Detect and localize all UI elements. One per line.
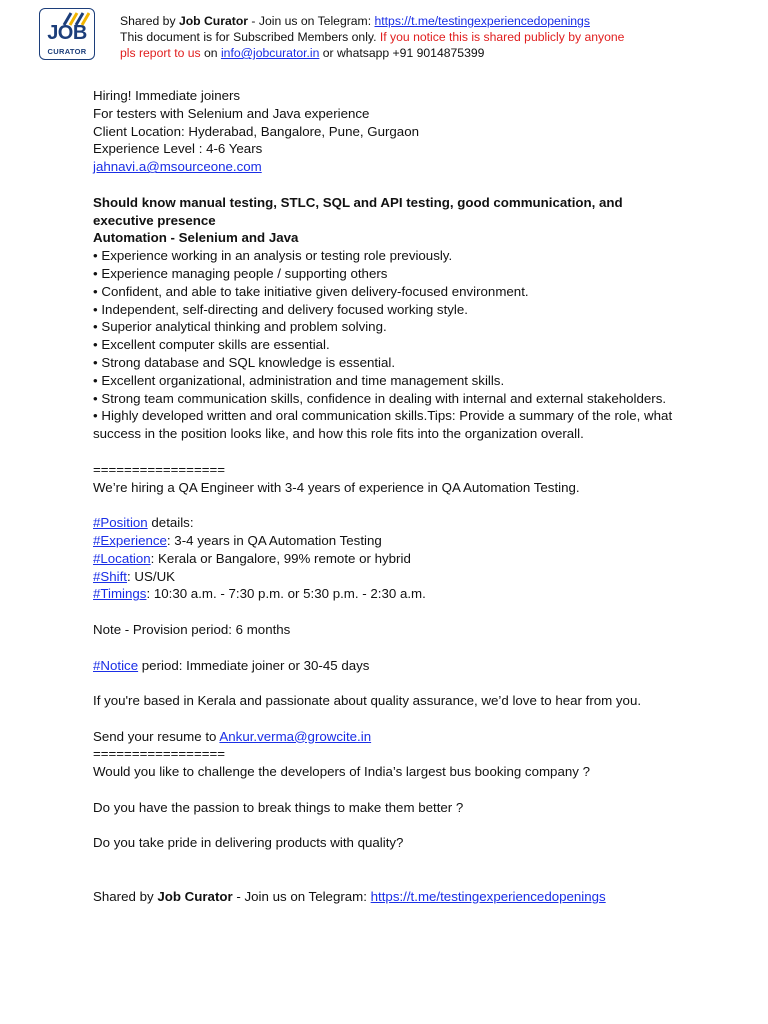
header-telegram-text: - Join us on Telegram:: [248, 14, 375, 28]
job2-timings: #Timings: 10:30 a.m. - 7:30 p.m. or 5:30 p.m. - 2:30 a.m.: [93, 586, 426, 602]
job2-location: #Location: Kerala or Bangalore, 99% remote or hybrid: [93, 550, 411, 566]
job1-skills-heading: Should know manual testing, STLC, SQL and API testing, good communication, and executive presence: [93, 194, 623, 228]
job1-bullet: • Experience working in an analysis or testing role previously.: [93, 248, 453, 264]
experience-hashtag[interactable]: #Experience: [93, 532, 167, 548]
job1-bullet: • Strong team communication skills, confidence in dealing with internal and external stakeholders.: [93, 390, 667, 406]
job1-automation-heading: Automation - Selenium and Java: [93, 230, 299, 246]
job1-bullet: • Confident, and able to take initiative given delivery-focused environment.: [93, 283, 529, 299]
job2-note: Note - Provision period: 6 months: [93, 621, 291, 637]
header-email-link[interactable]: info@jobcurator.in: [220, 46, 320, 60]
job1-bullet: • Experience managing people / supporting others: [93, 265, 388, 281]
job2-position: #Position details:: [93, 515, 194, 531]
header-warning-text: If you notice this is shared publicly by anyone: [379, 30, 625, 44]
header-subscribers-text: This document is for Subscribed Members only.: [120, 30, 380, 44]
header-whatsapp-text: or whatsapp +91 9014875399: [319, 46, 485, 60]
job1-bullet: • Independent, self-directing and delivery focused working style.: [93, 301, 468, 317]
header-on-text: on: [200, 46, 221, 60]
header-share-prefix: Shared by: [120, 14, 179, 28]
job-curator-logo: [39, 8, 95, 60]
job1-bullet: • Excellent organizational, administration and time management skills.: [93, 372, 505, 388]
header-line-subscribers: [120, 29, 624, 45]
logo-sub-text: CURATOR: [47, 47, 87, 56]
job2-resume-email-link[interactable]: Ankur.verma@growcite.in: [219, 728, 372, 744]
job1-email-link[interactable]: jahnavi.a@msourceone.com: [93, 159, 262, 175]
footer-share-line: Shared by Job Curator - Join us on Telegram: https://t.me/testingexperiencedopenings: [93, 888, 606, 904]
job2-intro: We’re hiring a QA Engineer with 3-4 years of experience in QA Automation Testing.: [93, 479, 580, 495]
logo-main-text: JOB: [47, 22, 87, 44]
footer-telegram-link[interactable]: https://t.me/testingexperiencedopenings: [370, 888, 606, 904]
job2-shift: #Shift: US/UK: [93, 568, 176, 584]
separator: =================: [93, 746, 226, 762]
job1-bullet: • Strong database and SQL knowledge is essential.: [93, 354, 396, 370]
job3-question-1: Would you like to challenge the developers of India’s largest bus booking company ?: [93, 764, 590, 780]
document-header: [0, 0, 768, 72]
job2-kerala: If you're based in Kerala and passionate about quality assurance, we’d love to hear from you.: [93, 693, 642, 709]
job1-bullet: • Superior analytical thinking and problem solving.: [93, 319, 387, 335]
footer-brand: Job Curator: [157, 888, 233, 904]
job1-location: Client Location: Hyderabad, Bangalore, Pune, Gurgaon: [93, 123, 419, 139]
location-hashtag[interactable]: #Location: [93, 550, 151, 566]
job1-experience: Experience Level : 4-6 Years: [93, 141, 263, 157]
header-telegram-link[interactable]: https://t.me/testingexperiencedopenings: [374, 14, 590, 28]
notice-hashtag[interactable]: #Notice: [93, 657, 139, 673]
shift-hashtag[interactable]: #Shift: [93, 568, 128, 584]
header-brand: Job Curator: [178, 14, 249, 28]
job1-title: Hiring! Immediate joiners: [93, 88, 241, 103]
job2-notice: #Notice period: Immediate joiner or 30-45 days: [93, 657, 370, 673]
document-body: [93, 87, 673, 906]
header-line-share: [120, 13, 590, 29]
position-hashtag[interactable]: #Position: [93, 515, 148, 531]
job3-question-2: Do you have the passion to break things to make them better ?: [93, 799, 464, 815]
job1-bullet: • Highly developed written and oral communication skills.Tips: Provide a summary of the role, what success in the position looks like, and how this role fits into the organization overall.: [93, 408, 673, 442]
header-line-report: [120, 45, 484, 61]
job3-question-3: Do you take pride in delivering products with quality?: [93, 835, 404, 851]
header-report-text: pls report to us: [120, 46, 201, 60]
job2-experience: #Experience: 3-4 years in QA Automation Testing: [93, 532, 382, 548]
job2-resume: Send your resume to Ankur.verma@growcite.in: [93, 728, 372, 744]
timings-hashtag[interactable]: #Timings: [93, 586, 147, 602]
separator: =================: [93, 461, 226, 477]
job1-bullet: • Excellent computer skills are essential.: [93, 337, 330, 353]
job1-testers: For testers with Selenium and Java experience: [93, 105, 370, 121]
